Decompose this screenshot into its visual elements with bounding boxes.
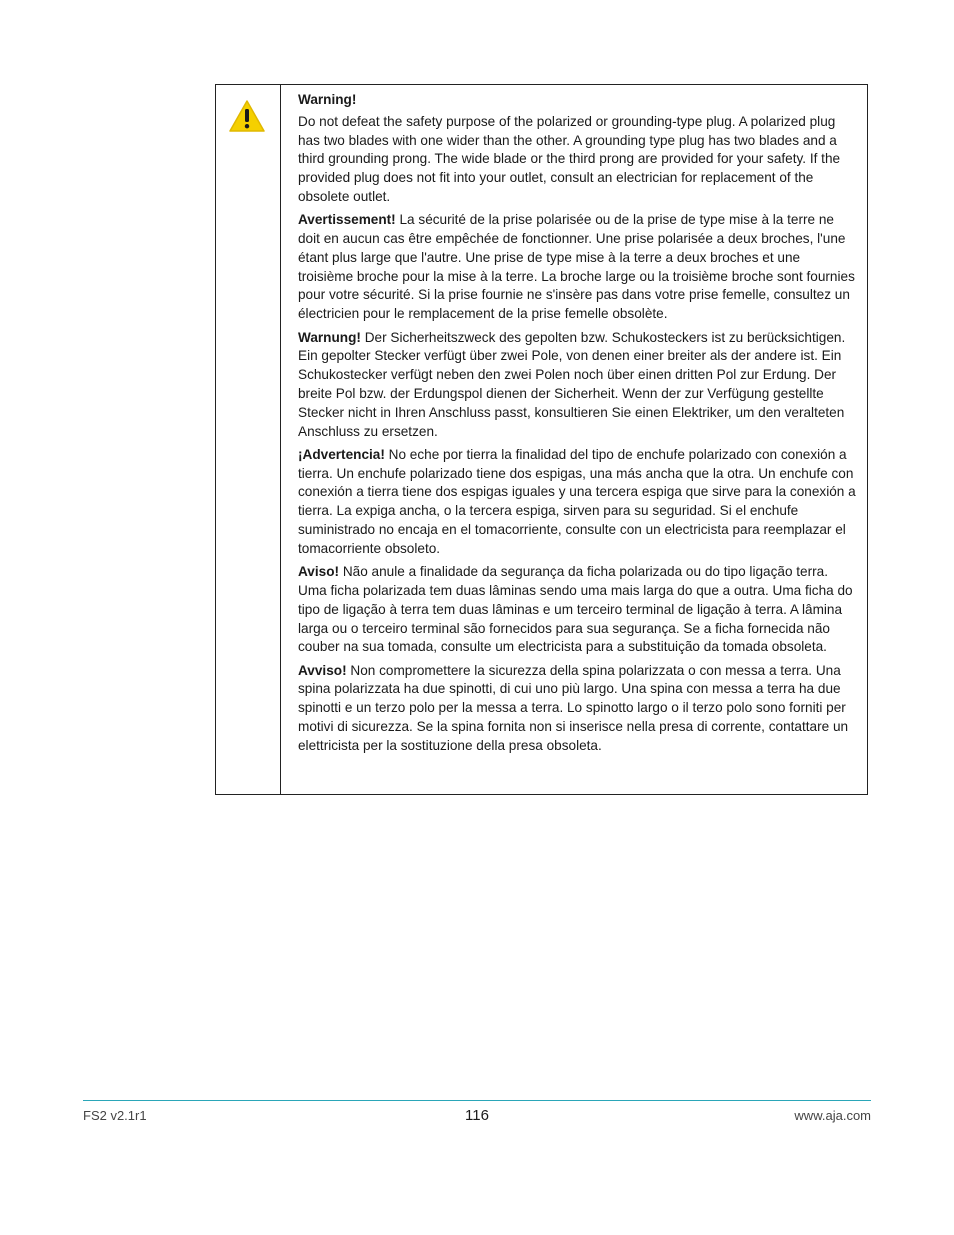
warning-box: [215, 84, 868, 795]
footer-website: www.aja.com: [794, 1108, 871, 1123]
warning-german: [298, 329, 857, 442]
warning-german-label: Warnung!: [298, 329, 361, 345]
footer-rule: [83, 1100, 871, 1101]
warning-title: Warning!: [298, 92, 357, 107]
warning-icon-cell: [216, 85, 281, 794]
warning-text-cell: [281, 85, 867, 794]
footer-page-number: 116: [465, 1107, 489, 1124]
footer-doc-version: FS2 v2.1r1: [83, 1108, 147, 1123]
warning-triangle-icon: [228, 99, 266, 133]
warning-french-text: La sécurité de la prise polarisée ou de la prise de type mise à la terre ne doit en aucun cas être empêchée de fonctionner. Une prise polarisée a deux broches, l'une étant plus large que l'autre. Une prise de type mise à la terre a deux broches et une troisième broche pour la mise à la terre. La broche large ou la troisième broche sont fournies pour votre sécurité. Si la prise fournie ne s'insère pas dans votre prise femelle, consultez un électricien pour le remplacement de la prise femelle obsolète.: [298, 212, 855, 322]
warning-german-text: Der Sicherheitszweck des gepolten bzw. Schukosteckers ist zu berücksichtigen. Ein gepolter Stecker verfügt über zwei Pole, von denen einer breiter als der andere ist. Ein Schukostecker verfügt neben den zwei Polen noch über einen dritten Pol zur Erdung. Der breite Pol bzw. der Erdungspol dienen der Sicherheit. Wenn der zur Verfügung gestellte Stecker nicht in Ihren Anschluss passt, konsultieren Sie einen Elektriker, um den veralteten Anschluss zu ersetzen.: [298, 329, 846, 439]
warning-french: [298, 211, 857, 324]
warning-portuguese-label: Aviso!: [298, 564, 340, 580]
warning-portuguese: [298, 563, 857, 657]
warning-spanish: [298, 446, 857, 559]
warning-french-label: Avertissement!: [298, 212, 396, 228]
warning-spanish-text: No eche por tierra la finalidad del tipo de enchufe polarizado con conexión a tierra. Un enchufe polarizado tiene dos espigas, una más ancha que la otra. Un enchufe con conexión a tierra tiene dos espigas iguales y una tercera espiga que sirve para la conexión a tierra. La expiga ancha, o la tercera espiga, sirven para su seguridad. Si el enchufe suministrado no encaja en el tomacorriente, consulte con un electricista para reemplazar el tomacorriente obsoleto.: [298, 446, 856, 556]
warning-portuguese-text: Não anule a finalidade da segurança da ficha polarizada ou do tipo ligação terra. Uma ficha polarizada tem duas lâminas sendo uma mais larga do que a outra. Uma ficha do tipo de ligação à terra tem duas lâminas e um terceiro terminal de ligação à terra. A lâmina larga ou o terceiro terminal são fornecidos para sua segurança. Se a ficha fornecida não couber na sua tomada, consulte um electricista para a substituição da tomada obsoleta.: [298, 564, 853, 655]
warning-italian-label: Avviso!: [298, 662, 347, 678]
warning-italian-text: Non compromettere la sicurezza della spina polarizzata o con messa a terra. Una spina polarizzata ha due spinotti, di cui uno più largo. Una spina con messa a terra ha due spinotti e un terzo polo per la messa a terra. Lo spinotto largo o il terzo polo sono forniti per motivi di sicurezza. Se la spina fornita non si inserisce nella presa di corrente, contattare un elettricista per la sostituzione della presa obsoleta.: [298, 662, 849, 753]
warning-spanish-label: ¡Advertencia!: [298, 446, 385, 462]
warning-italian: [298, 662, 857, 756]
warning-english: Do not defeat the safety purpose of the polarized or grounding-type plug. A polarized plug has two blades with one wider than the other. A grounding type plug has two blades and a third grounding prong. The wide blade or the third prong are provided for your safety. If the provided plug does not fit into your outlet, consult an electrician for replacement of the obsolete outlet.: [298, 113, 841, 204]
